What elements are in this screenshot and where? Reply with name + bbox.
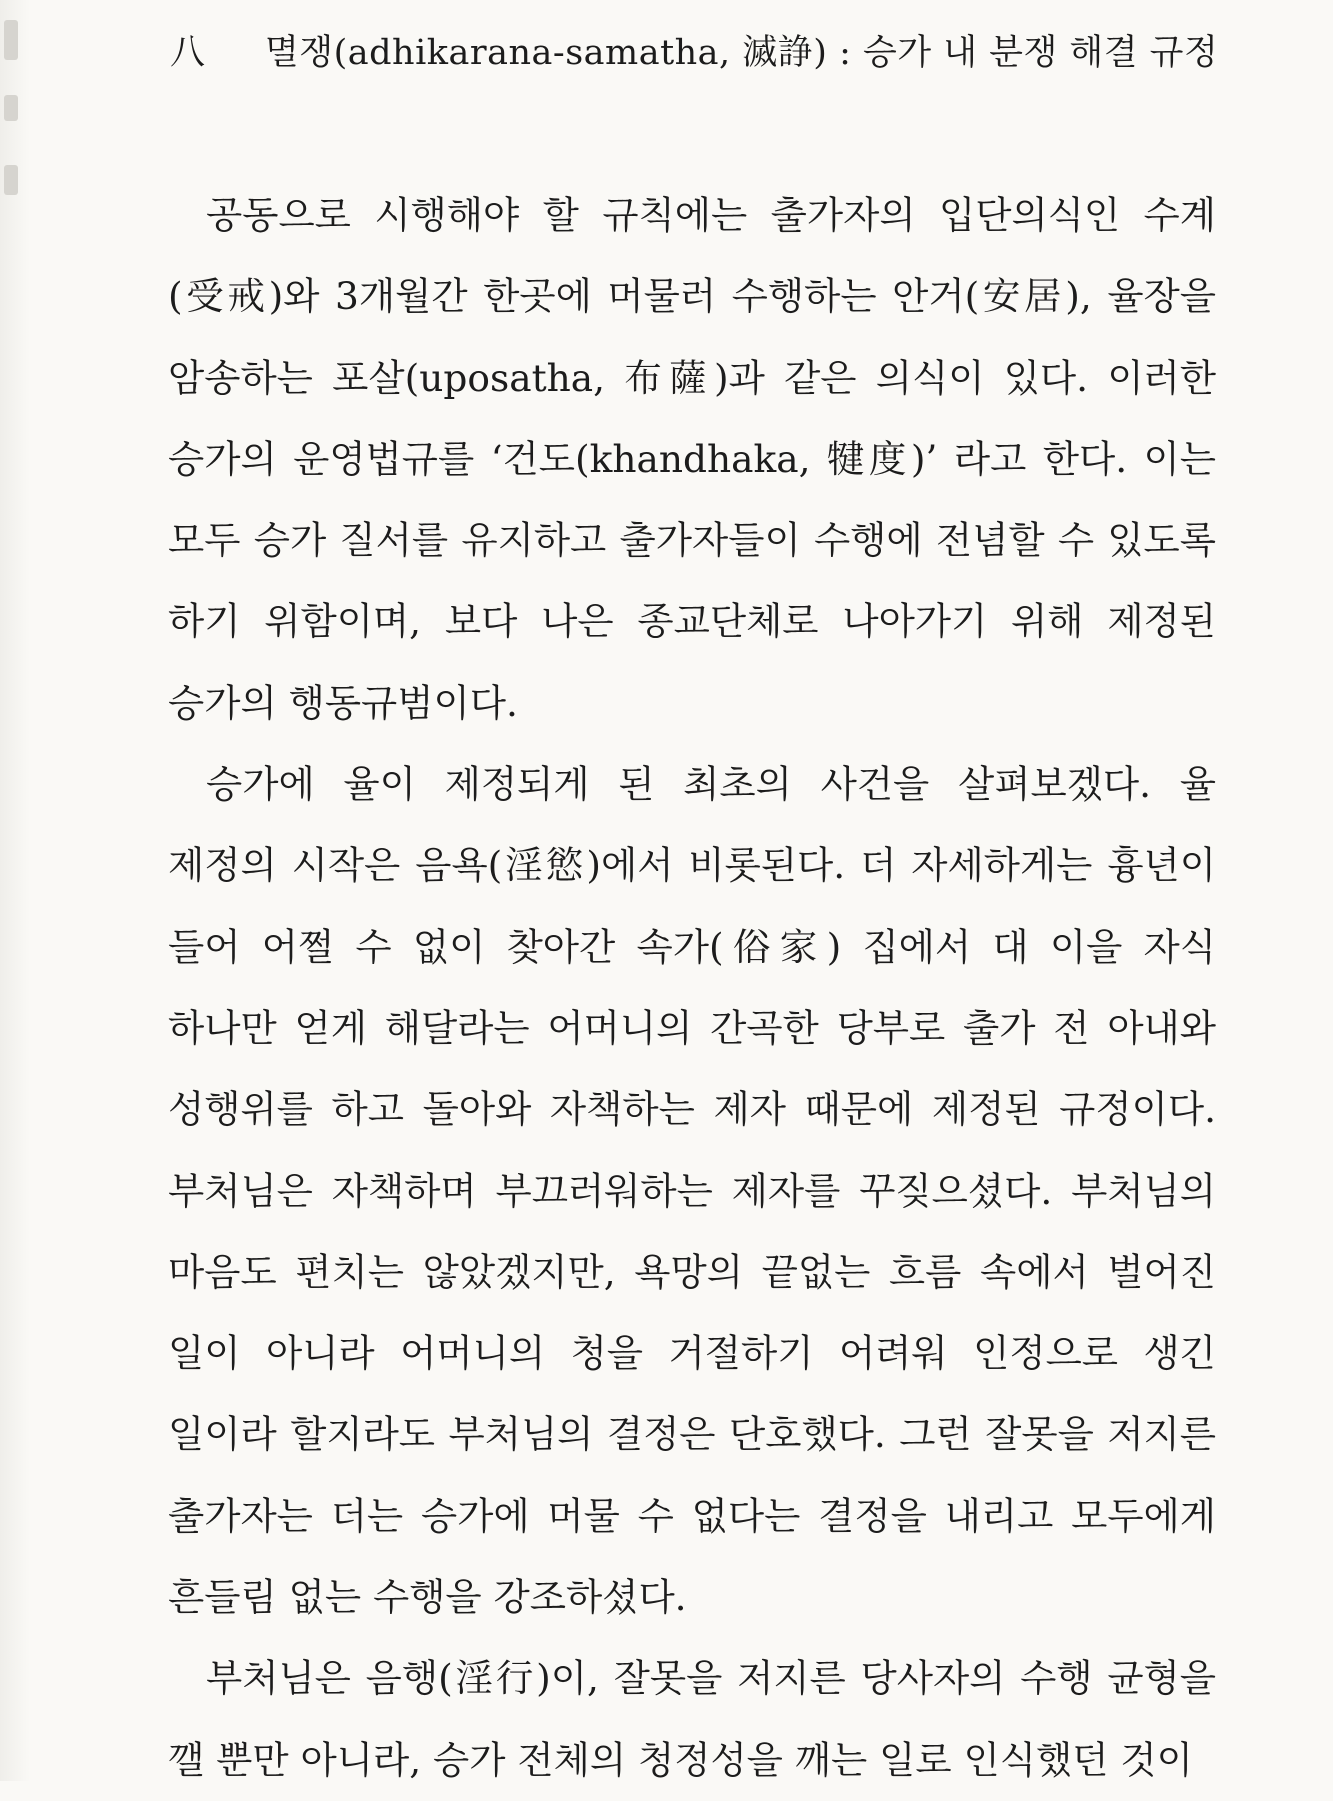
bleed-through-mark <box>4 165 18 195</box>
bleed-through-mark <box>4 20 18 60</box>
paragraph: 부처님은 음행(淫行)이, 잘못을 저지른 당사자의 수행 균형을 깰 뿐만 아니라, 승가 전체의 청정성을 깨는 일로 인식했던 것이 <box>168 1656 1216 1782</box>
paragraph: 공동으로 시행해야 할 규칙에는 출가자의 입단의식인 수계(受戒)와 3개월간 한곳에 머물러 수행하는 안거(安居), 율장을 암송하는 포살(uposatha, 布薩)과 같은 의식이 있다. 이러한 승가의 운영법규를 ‘건도(khandhaka, 犍度)’ 라고 한다. 이는 모두 승가 질서를 유지하고 출가자들이 수행에 전념할 수 있도록 하기 위함이며, 보다 나은 종교단체로 나아가기 위해 제정된 승가의 행동규범이다. <box>168 193 1216 725</box>
body-text <box>168 175 1216 1801</box>
paragraph: 승가에 율이 제정되게 된 최초의 사건을 살펴보겠다. 율 제정의 시작은 음욕(淫慾)에서 비롯된다. 더 자세하게는 흉년이 들어 어쩔 수 없이 찾아간 속가(俗家) 집에서 대 이을 자식 하나만 얻게 해달라는 어머니의 간곡한 당부로 출가 전 아내와 성행위를 하고 돌아와 자책하는 제자 때문에 제정된 규정이다. 부처님은 자책하며 부끄러워하는 제자를 꾸짖으셨다. 부처님의 마음도 편치는 않았겠지만, 욕망의 끝없는 흐름 속에서 벌어진 일이 아니라 어머니의 청을 거절하기 어려워 인정으로 생긴 일이라 할지라도 부처님의 결정은 단호했다. 그런 잘못을 저지른 출가자는 더는 승가에 머물 수 없다는 결정을 내리고 모두에게 흔들림 없는 수행을 강조하셨다. <box>168 762 1216 1620</box>
page-edge-shadow <box>0 0 30 1781</box>
section-number: 八 <box>170 33 206 73</box>
bleed-through-mark <box>4 95 18 121</box>
section-title: 멸쟁(adhikarana-samatha, 滅諍) : 승가 내 분쟁 해결 규정 <box>265 33 1219 73</box>
section-header <box>170 22 1220 78</box>
